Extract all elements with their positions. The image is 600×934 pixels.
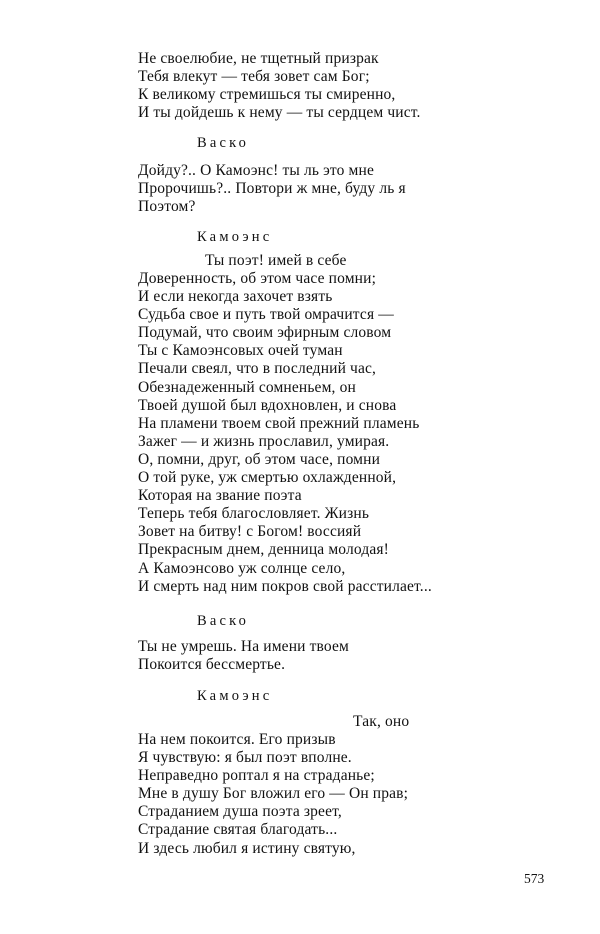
stanza-4 xyxy=(138,638,349,674)
page-number: 573 xyxy=(524,871,545,886)
verse-line: Я чувствую: я был поэт вполне. xyxy=(138,749,352,767)
verse-line: Теперь тебя благословляет. Жизнь xyxy=(138,505,370,523)
speaker-name: Камоэнс xyxy=(197,229,273,245)
verse-line: Дойду?.. О Камоэнс! ты ль это мне xyxy=(138,162,374,179)
speaker-name: Васко xyxy=(197,135,250,151)
verse-line: Твоей душой был вдохновлен, и снова xyxy=(138,396,397,414)
verse-line: Прекрасным днем, денница молодая! xyxy=(138,541,389,559)
verse-line: На нем покоится. Его призыв xyxy=(138,731,336,748)
verse-line: Судьба свое и путь твой омрачится — xyxy=(138,306,394,324)
verse-line: Покоится бессмертье. xyxy=(138,656,286,674)
continued-line: Так, оно xyxy=(353,713,410,730)
verse-line: Тебя влекут — тебя зовет сам Бог; xyxy=(138,68,370,86)
verse-line: Неправедно роптал я на страданье; xyxy=(138,767,375,785)
verse-line: И ты дойдешь к нему — ты сердцем чист. xyxy=(138,104,421,122)
verse-line: И смерть над ним покров свой расстилает... xyxy=(138,577,432,595)
verse-line: Мне в душу Бог вложил его — Он прав; xyxy=(138,785,409,803)
verse-line: Печали свеял, что в последний час, xyxy=(138,360,377,378)
continued-line: Ты поэт! имей в себе xyxy=(205,252,347,269)
speaker-name: Камоэнс xyxy=(197,688,273,704)
verse-line: Не своелюбие, не тщетный призрак xyxy=(138,50,379,67)
verse-line: Зовет на битву! с Богом! воссияй xyxy=(138,523,362,541)
verse-line: О, помни, друг, об этом часе, помни xyxy=(138,450,381,468)
stanza-3 xyxy=(138,270,432,596)
verse-line: На пламени твоем свой прежний пламень xyxy=(138,414,420,432)
speaker-name: Васко xyxy=(197,613,250,629)
verse-line: Ты с Камоэнсовых очей туман xyxy=(138,342,343,360)
verse-line: Подумай, что своим эфирным словом xyxy=(138,324,392,342)
verse-line: А Камоэнсово уж солнце село, xyxy=(138,559,346,577)
verse-line: К великому стремишься ты смиренно, xyxy=(138,86,396,104)
verse-line: Страданием душа поэта зреет, xyxy=(138,803,342,821)
verse-line: О той руке, уж смертью охлажденной, xyxy=(138,469,397,487)
stanza-1 xyxy=(138,50,421,122)
verse-line: Страдание святая благодать... xyxy=(138,821,338,839)
verse-line: Зажег — и жизнь прославил, умирая. xyxy=(138,432,390,450)
verse-line: Обезнадеженный сомненьем, он xyxy=(138,378,356,396)
verse-line: Доверенность, об этом часе помни; xyxy=(138,270,377,287)
verse-line: И здесь любил я истину святую, xyxy=(138,839,356,857)
verse-line: Поэтом? xyxy=(138,198,196,216)
verse-line: Ты не умрешь. На имени твоем xyxy=(138,638,349,655)
stanza-5 xyxy=(138,731,408,858)
verse-line: Пророчишь?.. Повтори ж мне, буду ль я xyxy=(138,180,406,198)
stanza-2 xyxy=(138,162,406,216)
verse-line: Которая на звание поэта xyxy=(138,487,302,505)
verse-line: И если некогда захочет взять xyxy=(138,288,333,306)
